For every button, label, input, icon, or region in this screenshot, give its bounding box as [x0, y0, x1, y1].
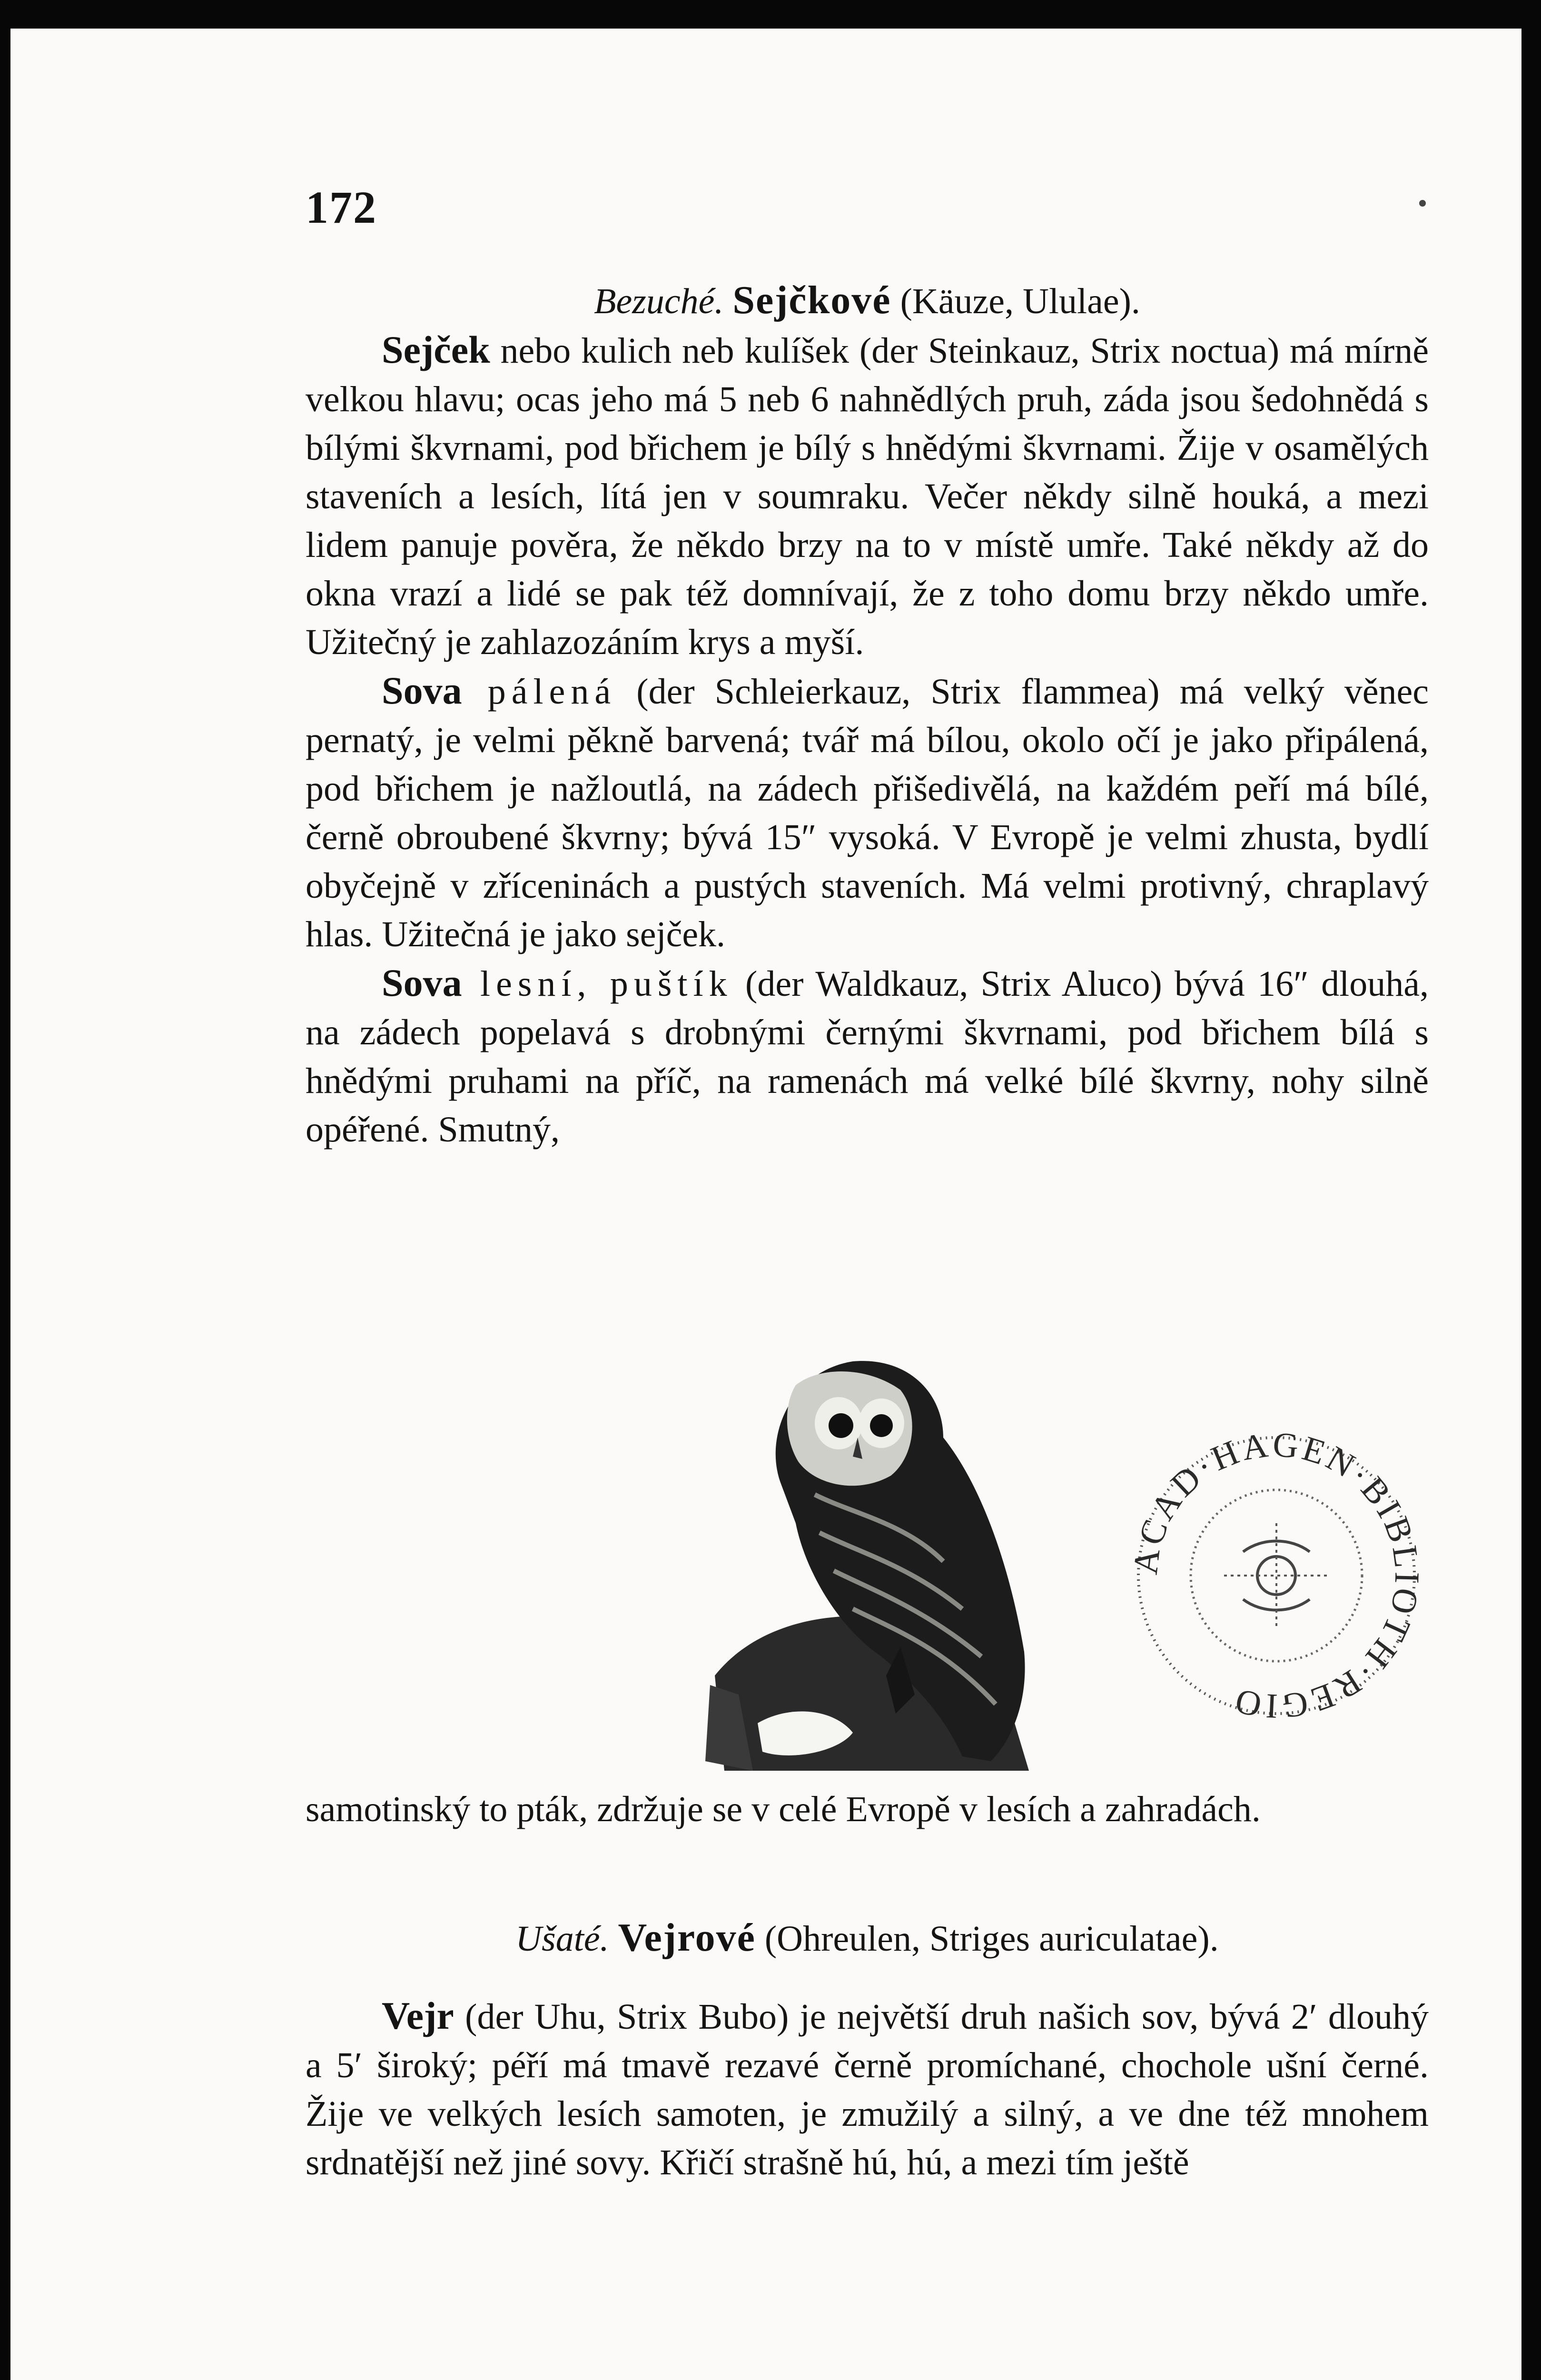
paragraph-text: (der Waldkauz, Strix Aluco) bývá 16″ dlouhá, na zádech popelavá s drobnými černými škvrnami, pod břichem bílá s hnědými pruhami na příč, na ramenách má velké bílé škvrny, nohy silně opéřené. Smutný, [306, 964, 1429, 1150]
page-number: 172 [306, 182, 377, 233]
paragraph-text: (der Uhu, Strix Bubo) je největší druh našich sov, bývá 2′ dlouhý a 5′ široký; péří má tmavě rezavé černě promíchané, chochole ušní černé. Žije ve velkých lesích samoten, je zmužilý a silný, a ve dne též mnohem srdnatější než jiné sovy. Křičí strašně hú, hú, a mezi tím ještě [306, 1997, 1429, 2182]
heading-bold: Vejrové [618, 1915, 756, 1960]
paragraph-continuation: samotinský to pták, zdržuje se v celé Evropě v lesích a zahradách. [306, 1789, 1261, 1829]
heading-bold: Sejčkové [732, 278, 891, 322]
paragraph-text: nebo kulich neb kulíšek (der Steinkauz, Strix noctua) má mírně velkou hlavu; ocas jeho má 5 neb 6 nahnědlých pruh, záda jsou šedohnědá s bílými škvrnami, pod břichem je bílý s hnědými škvrnami. Žije v osamělých staveních a lesích, lítá jen v soumraku. Večer někdy silně houká, a mezi lidem panuje pověra, že někdo brzy na to v místě umře. Také někdy až do okna vrazí a lidé se pak též domnívají, že z toho domu brzy někdo umře. Užitečný je zahlazozáním krys a myší. [306, 331, 1429, 662]
term-sova: Sova [382, 961, 462, 1004]
heading-italic: Ušaté. [515, 1919, 609, 1959]
term-qualifier: lesní, puštík [462, 964, 733, 1004]
paragraph-sejcek [306, 326, 1429, 666]
paragraph-sova-lesni [306, 959, 1429, 1154]
term-sejcek: Sejček [382, 328, 490, 371]
paragraph-text: (der Schleierkauz, Strix flammea) má velký věnec pernatý, je velmi pěkně barvená; tvář má bílou, okolo očí je jako připálená, pod břichem je nažloutlá, na zádech přišedivělá, na každém peří má bílé, černě obroubené škvrny; bývá 15″ vysoká. V Evropě je velmi zhusta, bydlí obyčejně v zříceninách a pustých staveních. Má velmi protivný, chraplavý hlas. Užitečná je jako sejček. [306, 672, 1429, 954]
section-heading-vejrove [306, 1914, 1429, 1963]
heading-italic: Bezuché. [594, 281, 724, 321]
ink-speck [1419, 200, 1426, 207]
section-heading-sejckove [306, 276, 1429, 326]
owl-woodcut-illustration [696, 1342, 1077, 1780]
paragraph-vejr [306, 1992, 1429, 2187]
term-vejr: Vejr [382, 1994, 454, 2037]
spacer [306, 1963, 1429, 1992]
text-block-upper [306, 276, 1429, 1154]
heading-rest: (Käuze, Ululae). [900, 281, 1140, 321]
term-sova: Sova [382, 669, 462, 712]
text-block-continuation [306, 1785, 1429, 1834]
library-stamp [1124, 1428, 1429, 1723]
book-page [10, 29, 1521, 2380]
paragraph-sova-palena [306, 666, 1429, 959]
term-qualifier: pálená [462, 672, 617, 712]
heading-rest: (Ohreulen, Striges auriculatae). [764, 1919, 1219, 1959]
stamp-text: ACAD·HAGEN·BIBLIOTH·REGIO [1126, 1428, 1427, 1723]
text-block-lower [306, 1914, 1429, 2187]
